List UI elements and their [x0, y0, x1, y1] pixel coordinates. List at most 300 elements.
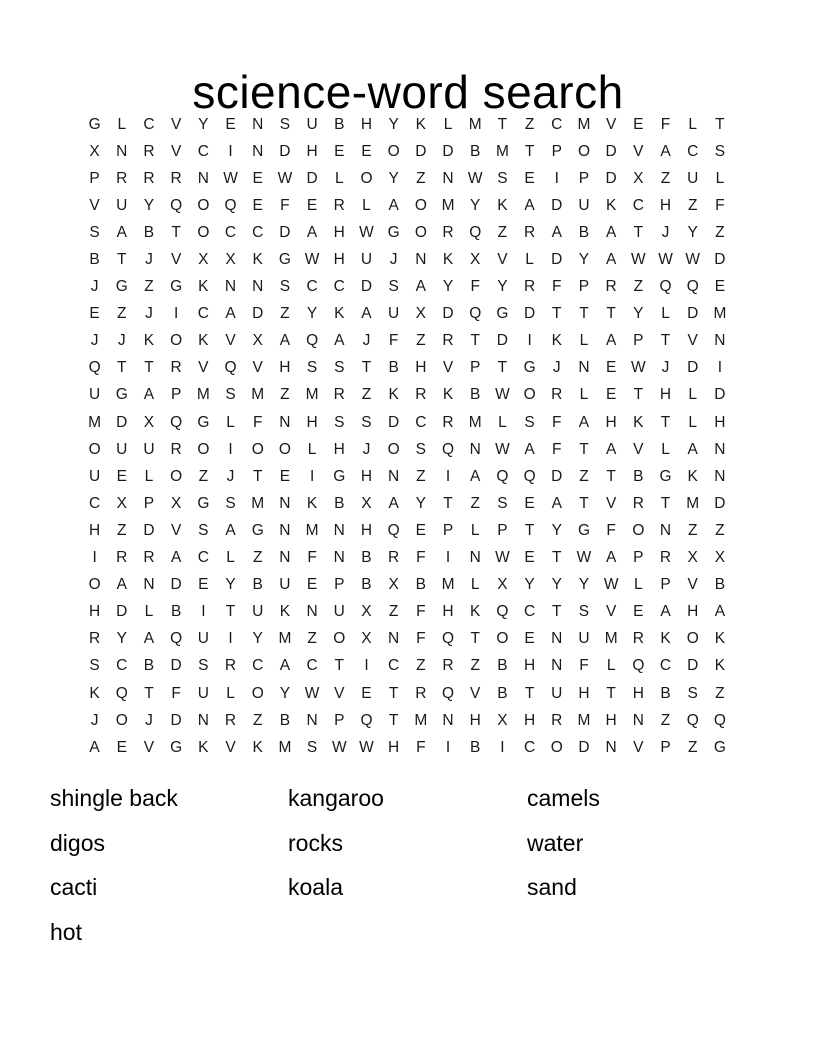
- grid-letter: T: [117, 359, 127, 377]
- grid-letter: D: [578, 738, 590, 756]
- grid-letter: O: [197, 223, 210, 241]
- grid-letter: L: [661, 305, 670, 323]
- grid-letter: K: [143, 332, 155, 350]
- grid-letter: S: [578, 603, 590, 621]
- grid-letter: Q: [360, 711, 373, 729]
- grid-letter: D: [116, 413, 128, 431]
- grid-letter: J: [90, 278, 99, 296]
- grid-letter: F: [171, 684, 181, 702]
- grid-letter: S: [225, 386, 236, 404]
- grid-letter: K: [551, 332, 562, 350]
- grid-letter: C: [197, 142, 209, 160]
- grid-letter: N: [714, 440, 726, 458]
- grid-letter: D: [687, 305, 699, 323]
- grid-letter: M: [604, 630, 618, 648]
- grid-letter: Q: [170, 413, 183, 431]
- grid-letter: K: [497, 196, 508, 214]
- grid-letter: N: [224, 278, 237, 296]
- grid-letter: N: [143, 576, 155, 594]
- grid-row: [81, 463, 734, 490]
- grid-letter: V: [225, 332, 236, 350]
- grid-letter: T: [579, 440, 589, 458]
- word-item: shingle back: [50, 785, 178, 811]
- grid-letter: Z: [687, 521, 698, 539]
- grid-letter: M: [468, 115, 482, 133]
- grid-letter: U: [687, 169, 699, 187]
- grid-letter: Z: [117, 521, 127, 539]
- grid-letter: H: [523, 657, 536, 675]
- grid-letter: T: [579, 494, 589, 512]
- grid-letter: M: [278, 738, 292, 756]
- grid-letter: K: [388, 386, 399, 404]
- grid-letter: H: [333, 251, 345, 269]
- grid-letter: S: [89, 223, 100, 241]
- grid-letter: D: [605, 169, 617, 187]
- grid-letter: Q: [224, 359, 237, 377]
- grid-letter: P: [633, 332, 644, 350]
- grid-letter: S: [334, 413, 345, 431]
- grid-letter: S: [306, 359, 318, 377]
- grid-letter: V: [252, 359, 263, 377]
- grid-letter: U: [578, 630, 590, 648]
- grid-letter: Q: [306, 332, 319, 350]
- grid-letter: T: [470, 332, 480, 350]
- grid-row: [81, 572, 734, 599]
- grid-letter: N: [442, 169, 454, 187]
- grid-letter: C: [523, 738, 536, 756]
- grid-letter: Y: [578, 576, 590, 594]
- grid-row: [81, 274, 734, 301]
- grid-letter: T: [633, 386, 644, 404]
- grid-letter: T: [252, 467, 263, 485]
- grid-letter: H: [632, 684, 644, 702]
- grid-letter: Z: [416, 657, 426, 675]
- grid-letter: I: [527, 332, 532, 350]
- grid-letter: G: [115, 278, 128, 296]
- grid-letter: R: [523, 278, 536, 296]
- grid-letter: U: [306, 115, 318, 133]
- grid-letter: N: [632, 711, 644, 729]
- grid-letter: N: [388, 630, 400, 648]
- grid-letter: G: [115, 386, 128, 404]
- grid-letter: Y: [279, 684, 291, 702]
- grid-letter: T: [579, 305, 589, 323]
- grid-letter: I: [717, 359, 723, 377]
- grid-letter: N: [279, 521, 291, 539]
- grid-letter: A: [225, 305, 236, 323]
- grid-letter: V: [198, 359, 209, 377]
- word-item: hot: [50, 918, 82, 945]
- grid-letter: S: [497, 169, 508, 187]
- grid-letter: Q: [659, 278, 672, 296]
- grid-letter: L: [688, 413, 698, 431]
- grid-letter: D: [279, 223, 291, 241]
- grid-letter: R: [224, 657, 237, 675]
- grid-letter: R: [632, 630, 644, 648]
- grid-letter: F: [552, 440, 562, 458]
- grid-letter: A: [605, 549, 617, 567]
- grid-letter: O: [251, 440, 264, 458]
- grid-letter: C: [143, 115, 155, 133]
- grid-letter: R: [116, 549, 128, 567]
- grid-letter: E: [633, 603, 644, 621]
- grid-letter: E: [524, 169, 535, 187]
- grid-letter: I: [445, 738, 451, 756]
- grid-row: [81, 734, 734, 761]
- grid-letter: Y: [551, 521, 562, 539]
- grid-letter: L: [688, 115, 698, 133]
- grid-letter: G: [170, 738, 183, 756]
- grid-letter: L: [470, 576, 480, 594]
- grid-letter: T: [660, 494, 671, 512]
- grid-letter: U: [88, 467, 101, 485]
- grid-letter: D: [687, 359, 699, 377]
- grid-letter: Q: [442, 684, 455, 702]
- grid-letter: H: [306, 413, 318, 431]
- grid-row: [81, 680, 734, 707]
- grid-letter: C: [197, 305, 209, 323]
- grid-letter: L: [470, 521, 480, 539]
- word-list-column: [288, 776, 384, 910]
- grid-letter: I: [500, 738, 505, 756]
- grid-letter: O: [496, 630, 509, 648]
- grid-letter: X: [497, 576, 508, 594]
- grid-letter: L: [117, 115, 127, 133]
- grid-letter: R: [143, 142, 155, 160]
- grid-letter: Z: [416, 332, 426, 350]
- grid-letter: W: [277, 169, 293, 187]
- grid-letter: R: [333, 386, 345, 404]
- grid-letter: G: [278, 251, 291, 269]
- grid-letter: O: [414, 223, 427, 241]
- grid-letter: Z: [524, 115, 535, 133]
- grid-letter: K: [470, 603, 481, 621]
- grid-letter: T: [144, 684, 154, 702]
- grid-letter: U: [88, 386, 101, 404]
- grid-letter: V: [170, 251, 182, 269]
- grid-letter: B: [497, 657, 508, 675]
- grid-letter: G: [88, 115, 101, 133]
- grid-letter: R: [116, 169, 128, 187]
- grid-letter: F: [252, 413, 263, 431]
- grid-letter: S: [361, 413, 372, 431]
- grid-letter: R: [415, 386, 427, 404]
- grid-letter: D: [523, 305, 536, 323]
- grid-letter: K: [660, 630, 671, 648]
- grid-row: [81, 355, 734, 382]
- grid-letter: L: [579, 332, 589, 350]
- grid-letter: Z: [660, 711, 671, 729]
- grid-letter: S: [388, 278, 399, 296]
- grid-letter: Z: [252, 711, 263, 729]
- grid-letter: L: [634, 576, 643, 594]
- grid-letter: T: [497, 115, 508, 133]
- grid-letter: N: [306, 603, 318, 621]
- grid-letter: V: [687, 576, 698, 594]
- grid-letter: Z: [280, 386, 290, 404]
- grid-letter: T: [524, 684, 535, 702]
- grid-letter: W: [685, 251, 701, 269]
- grid-letter: D: [279, 142, 291, 160]
- grid-letter: P: [497, 521, 508, 539]
- grid-letter: X: [497, 711, 508, 729]
- grid-letter: J: [661, 223, 670, 241]
- grid-letter: Z: [715, 223, 725, 241]
- grid-letter: N: [714, 467, 726, 485]
- grid-letter: R: [442, 413, 454, 431]
- grid-letter: H: [714, 413, 726, 431]
- grid-letter: R: [143, 549, 155, 567]
- grid-letter: Q: [442, 440, 455, 458]
- grid-letter: D: [714, 386, 726, 404]
- grid-letter: D: [306, 169, 318, 187]
- grid-letter: Y: [388, 169, 399, 187]
- grid-letter: N: [605, 738, 617, 756]
- grid-letter: G: [577, 521, 590, 539]
- grid-letter: T: [388, 684, 399, 702]
- grid-letter: A: [524, 196, 535, 214]
- grid-letter: F: [307, 549, 317, 567]
- grid-letter: S: [334, 359, 345, 377]
- grid-letter: R: [523, 223, 536, 241]
- grid-letter: C: [632, 196, 644, 214]
- grid-letter: U: [551, 684, 563, 702]
- grid-letter: K: [442, 386, 454, 404]
- grid-letter: H: [523, 711, 536, 729]
- grid-letter: B: [334, 494, 345, 512]
- grid-letter: D: [442, 305, 454, 323]
- grid-letter: T: [660, 332, 671, 350]
- grid-letter: H: [687, 603, 699, 621]
- grid-letter: D: [415, 142, 427, 160]
- grid-letter: Q: [170, 630, 183, 648]
- grid-letter: P: [633, 549, 644, 567]
- grid-letter: H: [415, 359, 427, 377]
- grid-letter: B: [334, 115, 345, 133]
- grid-letter: Q: [496, 467, 509, 485]
- grid-letter: A: [170, 549, 182, 567]
- grid-letter: V: [170, 142, 182, 160]
- grid-letter: V: [633, 440, 644, 458]
- grid-letter: S: [279, 115, 291, 133]
- grid-letter: W: [304, 251, 320, 269]
- grid-letter: J: [661, 359, 670, 377]
- grid-row: [81, 219, 734, 246]
- grid-letter: R: [605, 278, 617, 296]
- grid-letter: C: [388, 657, 400, 675]
- grid-letter: Q: [224, 196, 237, 214]
- grid-row: [81, 409, 734, 436]
- grid-letter: R: [442, 332, 454, 350]
- grid-letter: Q: [88, 359, 101, 377]
- grid-letter: D: [252, 305, 264, 323]
- grid-letter: Q: [686, 278, 699, 296]
- grid-letter: E: [524, 630, 535, 648]
- grid-letter: N: [306, 711, 318, 729]
- grid-letter: X: [225, 251, 236, 269]
- grid-letter: T: [470, 630, 480, 648]
- grid-letter: B: [497, 684, 508, 702]
- grid-letter: P: [442, 521, 454, 539]
- grid-letter: I: [201, 603, 206, 621]
- grid-letter: W: [495, 386, 510, 404]
- grid-letter: C: [88, 494, 101, 512]
- grid-letter: A: [279, 657, 291, 675]
- grid-letter: T: [552, 305, 562, 323]
- grid-letter: A: [279, 332, 291, 350]
- grid-letter: J: [389, 251, 398, 269]
- grid-letter: X: [198, 251, 209, 269]
- grid-letter: Q: [496, 603, 509, 621]
- grid-letter: T: [334, 657, 345, 675]
- grid-letter: X: [252, 332, 263, 350]
- grid-letter: A: [89, 738, 100, 756]
- grid-letter: T: [633, 223, 644, 241]
- grid-letter: D: [170, 711, 182, 729]
- grid-letter: O: [197, 440, 210, 458]
- grid-letter: C: [687, 142, 699, 160]
- grid-letter: T: [660, 413, 671, 431]
- grid-letter: B: [714, 576, 726, 594]
- grid-letter: W: [631, 359, 646, 377]
- grid-letter: A: [388, 494, 399, 512]
- grid-letter: V: [170, 115, 182, 133]
- grid-letter: D: [714, 494, 726, 512]
- grid-letter: L: [661, 440, 670, 458]
- grid-letter: G: [197, 494, 210, 512]
- grid-letter: X: [415, 305, 427, 323]
- grid-letter: V: [687, 332, 698, 350]
- grid-letter: E: [415, 521, 427, 539]
- grid-letter: X: [361, 630, 372, 648]
- grid-letter: F: [579, 657, 589, 675]
- grid-letter: M: [441, 576, 455, 594]
- grid-letter: B: [660, 684, 671, 702]
- grid-letter: B: [252, 576, 263, 594]
- grid-letter: W: [576, 549, 592, 567]
- grid-letter: Q: [387, 521, 400, 539]
- grid-letter: K: [198, 332, 209, 350]
- grid-letter: B: [89, 251, 100, 269]
- page-title: science-word search: [192, 65, 624, 118]
- grid-letter: I: [228, 630, 233, 648]
- grid-letter: L: [525, 251, 534, 269]
- grid-letter: A: [306, 223, 318, 241]
- grid-letter: R: [224, 711, 237, 729]
- grid-letter: U: [143, 440, 155, 458]
- grid-letter: T: [524, 142, 535, 160]
- grid-letter: V: [605, 115, 617, 133]
- grid-letter: O: [523, 386, 536, 404]
- grid-letter: A: [605, 223, 617, 241]
- grid-letter: F: [606, 521, 616, 539]
- grid-letter: K: [252, 738, 263, 756]
- grid-letter: N: [415, 251, 427, 269]
- grid-letter: B: [388, 359, 399, 377]
- grid-letter: N: [388, 467, 400, 485]
- grid-letter: O: [387, 440, 400, 458]
- grid-letter: R: [170, 359, 182, 377]
- grid-letter: Z: [280, 305, 290, 323]
- grid-letter: X: [361, 603, 372, 621]
- grid-letter: D: [605, 142, 617, 160]
- grid-letter: Y: [198, 115, 209, 133]
- grid-letter: I: [228, 440, 233, 458]
- grid-letter: J: [226, 467, 235, 485]
- grid-letter: N: [252, 142, 264, 160]
- grid-letter: D: [714, 251, 726, 269]
- grid-letter: D: [170, 576, 182, 594]
- grid-letter: H: [88, 603, 101, 621]
- word-item: sand: [527, 874, 577, 900]
- grid-letter: N: [252, 115, 264, 133]
- grid-letter: O: [115, 711, 128, 729]
- grid-letter: Y: [687, 223, 698, 241]
- grid-letter: C: [523, 603, 536, 621]
- grid-letter: N: [714, 332, 726, 350]
- grid-letter: F: [470, 278, 480, 296]
- grid-letter: B: [279, 711, 291, 729]
- word-item: cacti: [50, 874, 98, 900]
- grid-letter: T: [144, 359, 154, 377]
- grid-letter: H: [360, 115, 373, 133]
- grid-letter: W: [603, 576, 619, 594]
- grid-letter: U: [197, 684, 209, 702]
- grid-letter: K: [252, 251, 263, 269]
- grid-letter: M: [88, 413, 102, 431]
- grid-letter: B: [361, 549, 372, 567]
- grid-letter: S: [524, 413, 535, 431]
- grid-letter: U: [197, 630, 209, 648]
- grid-letter: Z: [633, 278, 644, 296]
- grid-letter: I: [445, 549, 451, 567]
- grid-letter: B: [143, 657, 155, 675]
- grid-letter: P: [143, 494, 155, 512]
- grid-letter: Z: [470, 657, 480, 675]
- grid-letter: L: [307, 440, 317, 458]
- grid-letter: L: [144, 603, 154, 621]
- grid-letter: K: [415, 115, 427, 133]
- grid-letter: E: [334, 142, 345, 160]
- grid-letter: K: [687, 467, 698, 485]
- grid-letter: Z: [497, 223, 508, 241]
- grid-letter: B: [633, 467, 644, 485]
- grid-letter: H: [659, 196, 672, 214]
- grid-letter: Z: [470, 494, 480, 512]
- grid-letter: H: [279, 359, 291, 377]
- grid-letter: W: [359, 738, 374, 756]
- grid-letter: Y: [116, 630, 127, 648]
- grid-letter: O: [170, 332, 183, 350]
- grid-letter: P: [334, 576, 345, 594]
- grid-letter: C: [415, 413, 427, 431]
- grid-letter: V: [170, 521, 182, 539]
- grid-letter: Z: [687, 196, 698, 214]
- grid-letter: R: [143, 169, 155, 187]
- grid-letter: O: [170, 467, 183, 485]
- grid-letter: Q: [713, 711, 726, 729]
- grid-letter: A: [714, 603, 726, 621]
- grid-letter: A: [605, 440, 617, 458]
- grid-letter: T: [606, 467, 616, 485]
- grid-letter: H: [360, 521, 373, 539]
- grid-row: [81, 301, 734, 328]
- grid-letter: R: [170, 169, 182, 187]
- grid-letter: V: [470, 684, 481, 702]
- grid-letter: U: [578, 196, 590, 214]
- grid-letter: E: [252, 196, 263, 214]
- grid-letter: L: [226, 549, 235, 567]
